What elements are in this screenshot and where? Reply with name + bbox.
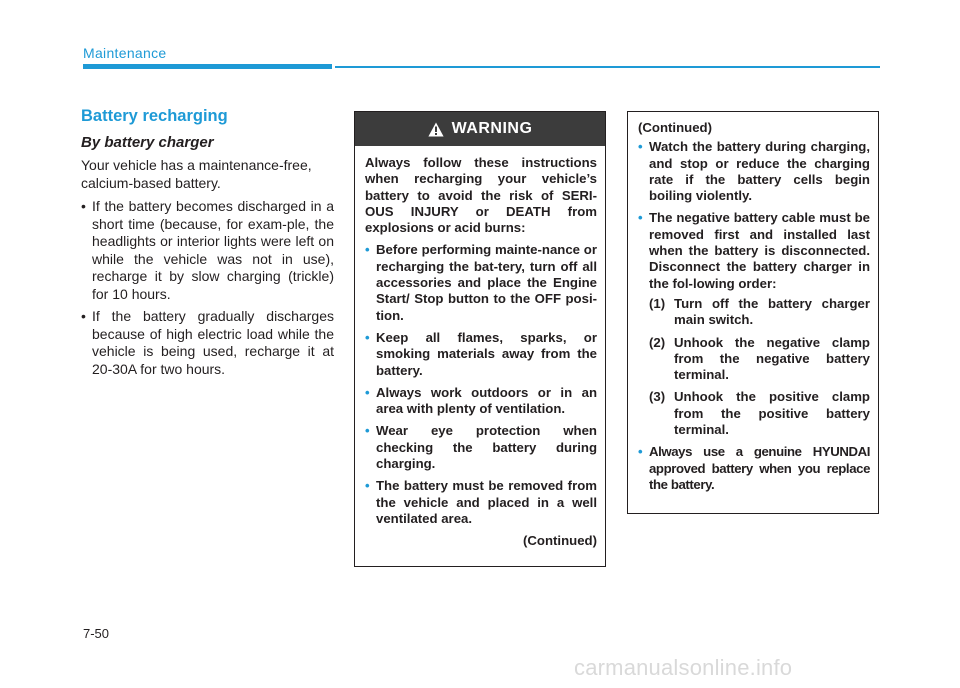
left-column [81, 107, 334, 383]
list-item-text: Keep all flames, sparks, or smoking materials away from the battery. [376, 329, 597, 378]
step-number: (3) [649, 389, 666, 405]
bullet-dot-icon: • [365, 329, 370, 345]
step-number: (2) [649, 334, 666, 350]
bullet-dot-icon: • [638, 444, 643, 460]
list-item [365, 385, 597, 418]
step-number: (1) [649, 295, 666, 311]
list-item [638, 210, 870, 438]
list-item [365, 242, 597, 323]
watermark: carmanualsonline.info [574, 655, 793, 680]
bullet-dot-icon: • [365, 478, 370, 494]
bullet-dot-icon: • [81, 198, 86, 214]
list-item [365, 478, 597, 527]
header-rule-thin [335, 66, 880, 68]
list-item [638, 444, 870, 493]
warning-label: WARNING [451, 120, 533, 137]
step-text: Unhook the positive clamp from the positive battery terminal. [674, 389, 870, 438]
list-item [81, 308, 334, 378]
continued-box [627, 111, 879, 514]
list-item [365, 330, 597, 379]
list-item-text: Wear eye protection when checking the battery during charging. [376, 423, 597, 472]
subsection-title: By battery charger [81, 134, 214, 151]
list-item [81, 198, 334, 303]
warning-content [355, 146, 605, 550]
warning-triangle-icon [428, 122, 444, 137]
warning-banner [355, 112, 605, 146]
list-item-text: The negative battery cable must be removed first and installed last when the battery is disconnected. Disconnect the battery charger in the fol-lowing order: [649, 210, 870, 291]
list-item-text: If the battery becomes discharged in a short time (because, for exam-ple, the headlights or interior lights were left on while the vehicle was not in use), recharge it by slow charging (trickle) for 10 hours. [92, 198, 334, 302]
bullet-dot-icon: • [81, 308, 86, 324]
step-text: Turn off the battery charger main switch. [674, 295, 870, 328]
intro-paragraph: Your vehicle has a maintenance-free, calcium-based battery. [81, 157, 312, 191]
list-item-text: Always work outdoors or in an area with plenty of ventilation. [376, 384, 597, 417]
bullet-dot-icon: • [638, 210, 643, 226]
step-item [649, 335, 870, 384]
step-item [649, 389, 870, 438]
list-item-text: If the battery gradually discharges because of high electric load while the vehicle is being used, recharge it at 20-30A for two hours. [92, 308, 334, 377]
continued-label: (Continued) [523, 533, 597, 549]
step-item [649, 296, 870, 329]
bullet-dot-icon: • [365, 242, 370, 258]
list-item-text: Watch the battery during charging, and stop or reduce the charging rate if the battery cells begin boiling violently. [649, 139, 870, 204]
page-number: 7-50 [83, 626, 110, 641]
warning-box [354, 111, 606, 567]
continued-list [638, 139, 870, 493]
header-rule-thick [83, 64, 332, 69]
continued-content [628, 112, 878, 493]
continued-heading: (Continued) [638, 120, 712, 135]
list-item [638, 139, 870, 204]
warning-intro: Always follow these instructions when recharging your vehicle’s battery to avoid the risk of SERI-OUS INJURY or DEATH from explosions or acid burns: [365, 155, 597, 236]
section-title: Battery recharging [81, 107, 228, 125]
bullet-list [81, 198, 334, 378]
step-text: Unhook the negative clamp from the negative battery terminal. [674, 334, 870, 383]
list-item-text: Before performing mainte-nance or recharging the bat-tery, turn off all accessories and place the Engine Start/ Stop button to the OFF posi-tion. [376, 242, 597, 323]
section-header: Maintenance [83, 45, 167, 61]
bullet-dot-icon: • [365, 423, 370, 439]
bullet-dot-icon: • [638, 139, 643, 155]
list-item [365, 423, 597, 472]
list-item-text: The battery must be removed from the vehicle and placed in a well ventilated area. [376, 478, 597, 526]
warning-list [365, 242, 597, 527]
bullet-dot-icon: • [365, 384, 370, 400]
disconnect-steps [649, 296, 870, 438]
list-item-text: Always use a genuine HYUNDAI approved battery when you replace the battery. [649, 444, 870, 492]
